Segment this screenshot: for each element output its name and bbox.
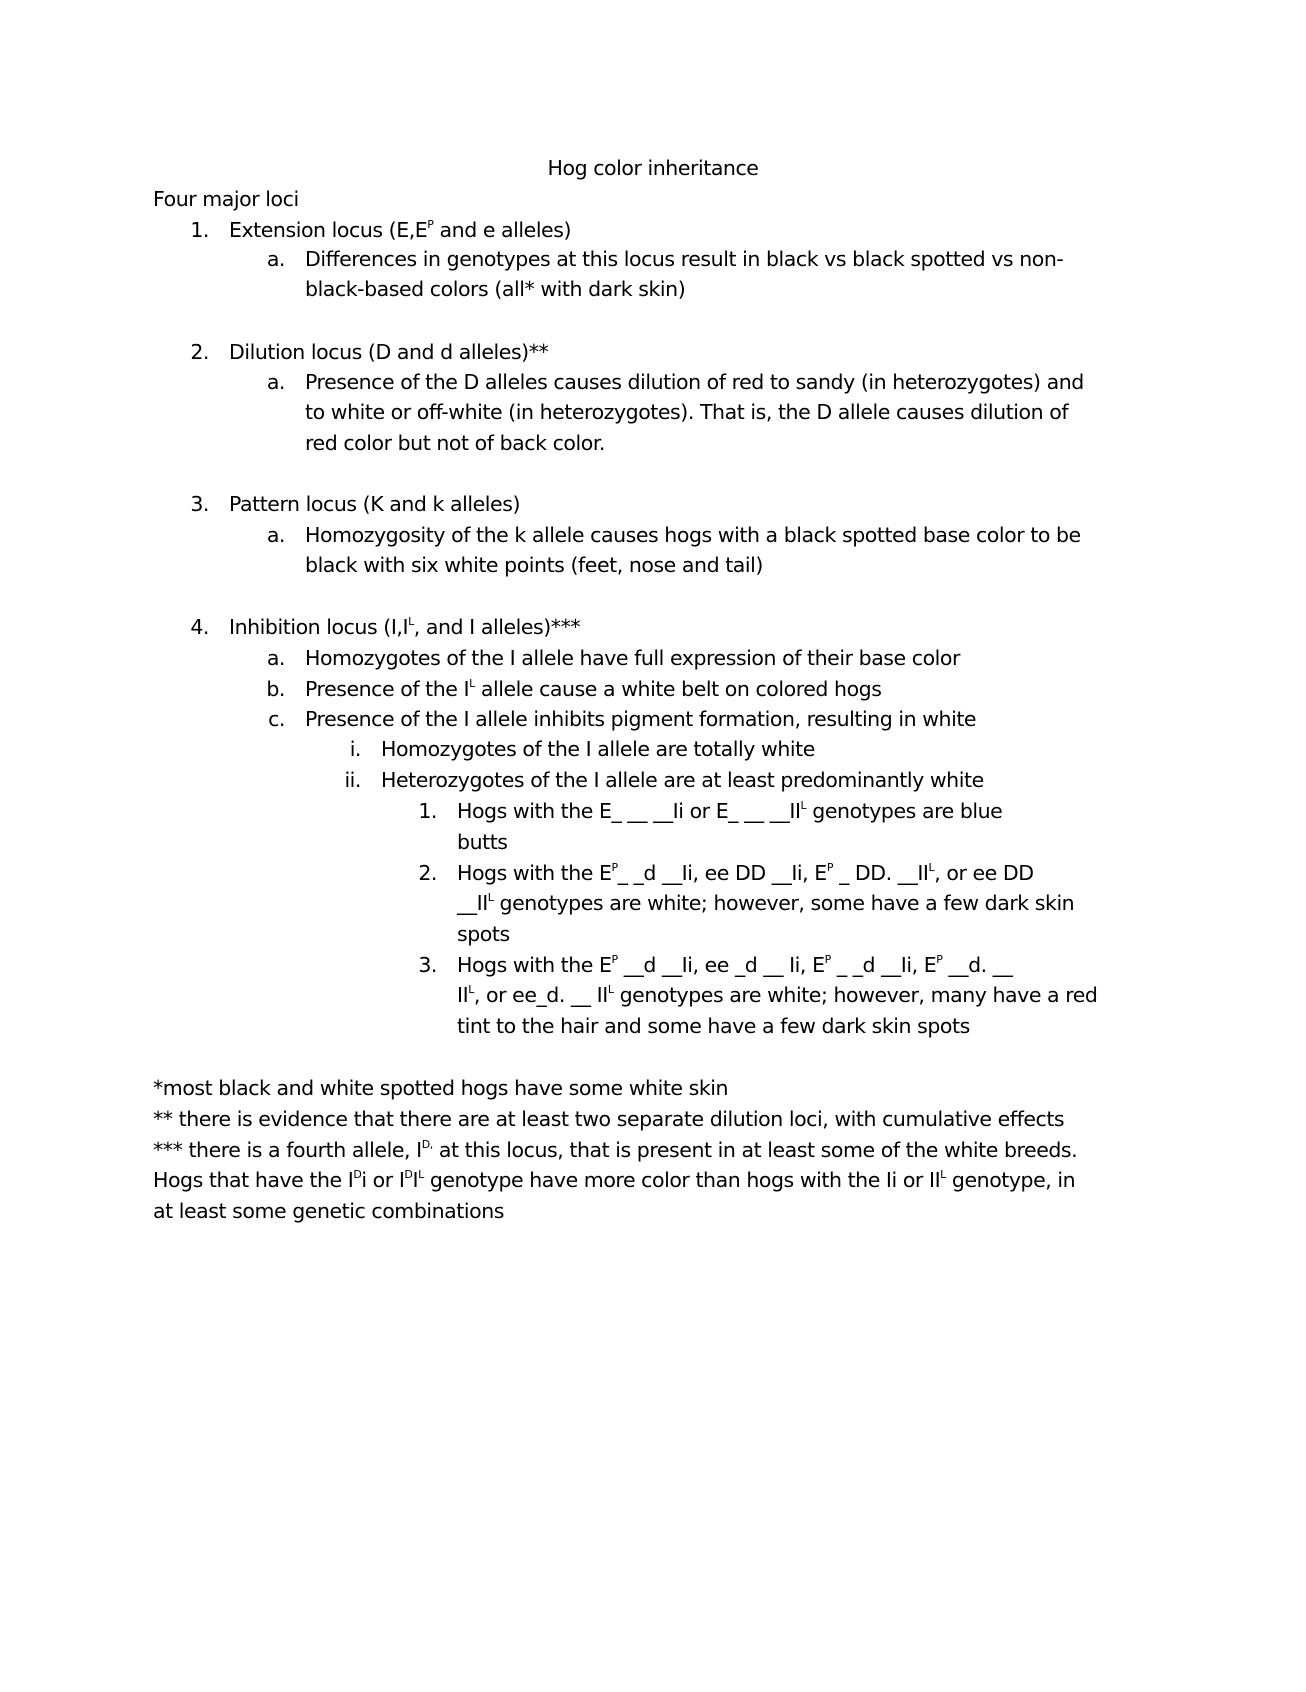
footnote-1: *most black and white spotted hogs have some white skin	[153, 1076, 729, 1100]
document-title: Hog color inheritance	[547, 156, 759, 180]
body-line: Presence of the D alleles causes dilution of red to sandy (in heterozygotes) and	[305, 370, 1084, 394]
body-line: Differences in genotypes at this locus result in black vs black spotted vs non-	[305, 247, 1064, 271]
section-4-number: 4.	[190, 615, 209, 639]
body-line: black-based colors (all* with dark skin)	[305, 277, 686, 301]
intro-heading: Four major loci	[153, 187, 299, 211]
section-1-number: 1.	[190, 218, 209, 242]
footnote-2: ** there is evidence that there are at least two separate dilution loci, with cumulative effects	[153, 1107, 1065, 1131]
body-line: Hogs with the $E^P\_$ _d __Ii, ee DD __Ii, $E^P$ _ DD. $\_\_II^L$, or ee DD	[457, 861, 1034, 885]
footnote-3-continued: Hogs that have the $I^Di$ or $I^DI^L$ genotype have more color than hogs with the Ii or $II^L$ genotype, in	[153, 1168, 1076, 1192]
section-1-heading: Extension locus ($E,E^P$ and e alleles)	[229, 218, 571, 242]
section-2-heading: Dilution locus (D and d alleles)**	[229, 340, 549, 364]
footnote-3-end: at least some genetic combinations	[153, 1199, 504, 1223]
subsubitem-marker: 1.	[418, 799, 437, 823]
body-line: tint to the hair and some have a few dark skin spots	[457, 1014, 970, 1038]
body-line: Presence of the I allele inhibits pigment formation, resulting in white	[305, 707, 977, 731]
body-line: Homozygosity of the k allele causes hogs with a black spotted base color to be	[305, 523, 1081, 547]
subitem-marker: i.	[349, 737, 361, 761]
body-line: to white or off-white (in heterozygotes). That is, the D allele causes dilution of	[305, 400, 1069, 424]
body-line: Hogs with the $E^P$ __d __Ii, ee _d __ Ii, $E^P$ _ _d __Ii, $E^P$ __d. __	[457, 953, 1013, 977]
body-line: butts	[457, 830, 508, 854]
body-line: Homozygotes of the I allele are totally white	[381, 737, 815, 761]
body-line: Homozygotes of the I allele have full expression of their base color	[305, 646, 960, 670]
body-line: $II^L$, or ee_d. __ $II^L$ genotypes are white; however, many have a red	[457, 983, 1098, 1007]
item-marker: a.	[266, 247, 285, 271]
body-line: Heterozygotes of the I allele are at least predominantly white	[381, 768, 984, 792]
subsubitem-marker: 3.	[418, 953, 437, 977]
section-4-heading: Inhibition locus ($I,I^L$, and I alleles)***	[229, 615, 581, 639]
subsubitem-marker: 2.	[418, 861, 437, 885]
item-marker: c.	[268, 707, 285, 731]
body-line: black with six white points (feet, nose and tail)	[305, 553, 763, 577]
body-line: $\_\_II^L$ genotypes are white; however, some have a few dark skin	[457, 891, 1075, 915]
item-marker: b.	[266, 677, 285, 701]
section-3-heading: Pattern locus (K and k alleles)	[229, 492, 520, 516]
item-marker: a.	[266, 370, 285, 394]
footnote-3: *** there is a fourth allele, $I^{D,}$ at this locus, that is present in at least some of the white breeds.	[153, 1138, 1078, 1162]
body-line: Presence of the $I^L$ allele cause a white belt on colored hogs	[305, 677, 882, 701]
body-line: spots	[457, 922, 510, 946]
body-line: Hogs with the E_ __ __Ii or E_ __ $\_\_II^L$ genotypes are blue	[457, 799, 1003, 823]
item-marker: a.	[266, 523, 285, 547]
body-line: red color but not of back color.	[305, 431, 605, 455]
subitem-marker: ii.	[344, 768, 361, 792]
section-2-number: 2.	[190, 340, 209, 364]
item-marker: a.	[266, 646, 285, 670]
section-3-number: 3.	[190, 492, 209, 516]
